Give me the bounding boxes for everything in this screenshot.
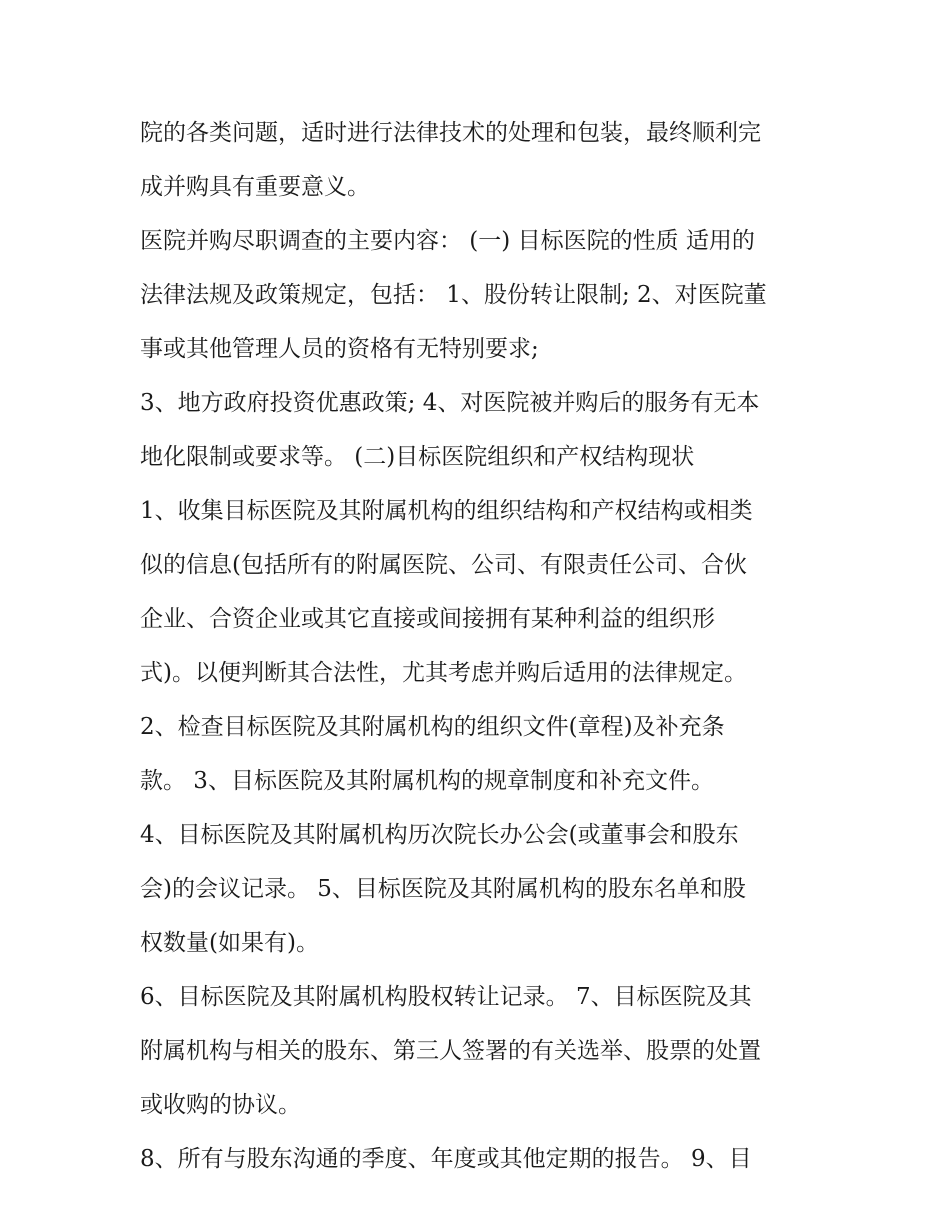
text-line: 事或其他管理人员的资格有无特别要求; [140, 336, 539, 362]
text-line: 附属机构与相关的股东、第三人签署的有关选举、股票的处置 [140, 1038, 761, 1064]
text-line: 地化限制或要求等。 (二)目标医院组织和产权结构现状 [140, 444, 695, 470]
text-line: 医院并购尽职调查的主要内容： (一) 目标医院的性质 适用的 [140, 228, 755, 254]
text-line: 法律法规及政策规定，包括： 1、股份转让限制; 2、对医院董 [140, 282, 767, 308]
text-line: 或收购的协议。 [140, 1092, 301, 1118]
text-line: 8、所有与股东沟通的季度、年度或其他定期的报告。 9、目 [140, 1146, 752, 1172]
text-line: 成并购具有重要意义。 [140, 174, 370, 200]
text-line: 权数量(如果有)。 [140, 930, 319, 956]
body-text [140, 106, 830, 1186]
text-line: 式)。以便判断其合法性，尤其考虑并购后适用的法律规定。 [140, 660, 747, 686]
text-line: 似的信息(包括所有的附属医院、公司、有限责任公司、合伙 [140, 552, 747, 578]
text-line: 3、地方政府投资优惠政策; 4、对医院被并购后的服务有无本 [140, 390, 760, 416]
text-line: 2、检查目标医院及其附属机构的组织文件(章程)及补充条 [140, 714, 725, 740]
text-line: 1、收集目标医院及其附属机构的组织结构和产权结构或相类 [140, 498, 753, 524]
text-line: 款。 3、目标医院及其附属机构的规章制度和补充文件。 [140, 768, 714, 794]
text-line: 院的各类问题，适时进行法律技术的处理和包装，最终顺利完 [140, 120, 761, 146]
text-line: 6、目标医院及其附属机构股权转让记录。 7、目标医院及其 [140, 984, 752, 1010]
text-line: 企业、合资企业或其它直接或间接拥有某种利益的组织形 [140, 606, 715, 632]
text-line: 会)的会议记录。 5、目标医院及其附属机构的股东名单和股 [140, 876, 746, 902]
text-line: 4、目标医院及其附属机构历次院长办公会(或董事会和股东 [140, 822, 739, 848]
